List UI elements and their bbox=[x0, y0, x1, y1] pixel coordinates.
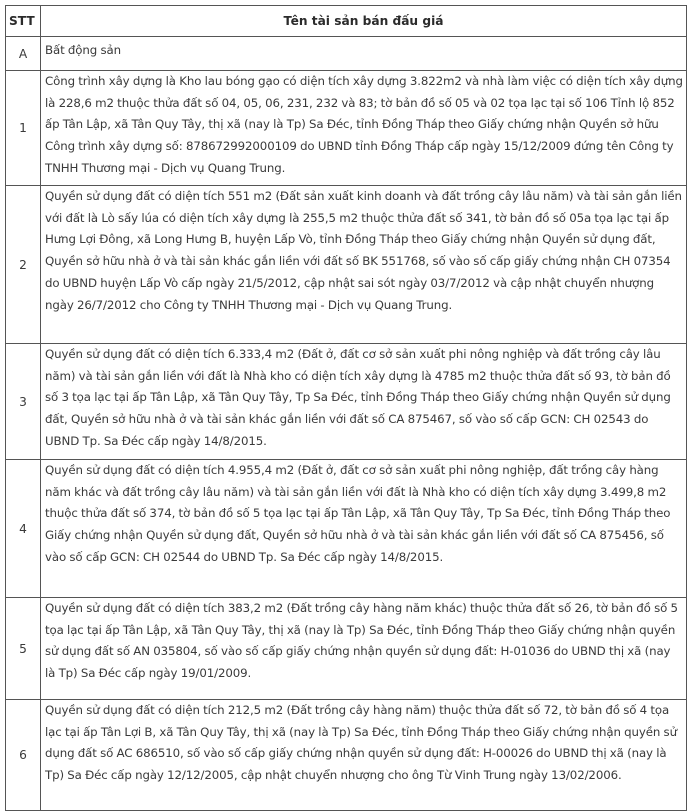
header-stt: STT bbox=[6, 6, 41, 37]
header-asset-name: Tên tài sản bán đấu giá bbox=[41, 6, 687, 37]
section-label: Bất động sản bbox=[41, 37, 687, 71]
row-description: Quyền sử dụng đất có diện tích 6.333,4 m2 (Đất ở, đất cơ sở sản xuất phi nông nghiệp và đất trồng cây lâu năm) và tài sản gắn liền với đất là Nhà kho có diện tích xây dựng là 4785 m2 thuộc thửa đất số 93, tờ bản đồ số 3 tọa lạc tại ấp Tân Lập, xã Tân Quy Tây, Tp Sa Đéc, tỉnh Đồng Tháp theo Giấy chứng nhận Quyền sử dụng đất, Quyền sở hữu nhà ở và tài sản khác gắn liền với đất số CA 875467, số vào số cấp GCN: CH 02543 do UBND Tp. Sa Đéc cấp ngày 14/8/2015. bbox=[41, 344, 687, 460]
row-description: Quyền sử dụng đất có diện tích 212,5 m2 (Đất trồng cây hàng năm) thuộc thửa đất số 72, tờ bản đồ số 4 tọa lạc tại ấp Tân Lợi B, xã Tân Quy Tây, thị xã (nay là Tp) Sa Đéc, tỉnh Đồng Tháp theo Giấy chứng nhận quyền sử dụng đất số AC 686510, số vào số cấp giấy chứng nhận quyền sử dụng đất: H-00026 do UBND thị xã (nay là Tp) Sa Đéc cấp ngày 12/12/2005, cập nhật chuyển nhượng cho ông Từ Vinh Trung ngày 13/02/2006. bbox=[41, 700, 687, 811]
section-row-real-estate bbox=[6, 37, 687, 71]
row-description: Quyền sử dụng đất có diện tích 383,2 m2 (Đất trồng cây hàng năm khác) thuộc thửa đất số 26, tờ bản đồ số 5 tọa lạc tại ấp Tân Lập, xã Tân Quy Tây, thị xã (nay là Tp) Sa Đéc, tỉnh Đồng Tháp theo Giấy chứng nhận quyền sử dụng đất số AN 035804, số vào số cấp giấy chứng nhận quyền sử dụng đất: H-01036 do UBND thị xã (nay là Tp) Sa Đéc cấp ngày 19/01/2009. bbox=[41, 598, 687, 700]
table-row bbox=[6, 598, 687, 700]
table-row bbox=[6, 186, 687, 344]
table-header-row bbox=[6, 6, 687, 37]
row-stt: 6 bbox=[6, 700, 41, 811]
row-description: Quyền sử dụng đất có diện tích 4.955,4 m2 (Đất ở, đất cơ sở sản xuất phi nông nghiệp, đất trồng cây hàng năm khác và đất trồng cây lâu năm) và tài sản gắn liền với đất là Nhà kho có diện tích xây dựng 3.499,8 m2 thuộc thửa đất số 374, tờ bản đồ số 5 tọa lạc tại ấp Tân Lập, xã Tân Quy Tây, Tp Sa Đéc, tỉnh Đồng Tháp theo Giấy chứng nhận Quyền sử dụng đất, Quyền sở hữu nhà ở và tài sản khác gắn liền với đất số CA 875456, số vào số cấp GCN: CH 02544 do UBND Tp. Sa Đéc cấp ngày 14/8/2015. bbox=[41, 460, 687, 598]
row-stt: 4 bbox=[6, 460, 41, 598]
table-row bbox=[6, 344, 687, 460]
table-row bbox=[6, 460, 687, 598]
table-row bbox=[6, 71, 687, 186]
row-stt: 2 bbox=[6, 186, 41, 344]
row-description: Công trình xây dựng là Kho lau bóng gạo có diện tích xây dựng 3.822m2 và nhà làm việc có diện tích xây dựng là 228,6 m2 thuộc thửa đất số 04, 05, 06, 231, 232 và 83; tờ bản đồ số 05 và 02 tọa lạc tại số 106 Tỉnh lộ 852 ấp Tân Lập, xã Tân Quy Tây, thị xã (nay là Tp) Sa Đéc, tỉnh Đồng Tháp theo Giấy chứng nhận Quyền sở hữu Công trình xây dựng số: 878672992000109 do UBND tỉnh Đồng Tháp cấp ngày 15/12/2009 đứng tên Công ty TNHH Thương mại - Dịch vụ Quang Trung. bbox=[41, 71, 687, 186]
row-stt: 1 bbox=[6, 71, 41, 186]
row-stt: 5 bbox=[6, 598, 41, 700]
row-stt: 3 bbox=[6, 344, 41, 460]
auction-assets-table bbox=[5, 5, 687, 811]
row-description: Quyền sử dụng đất có diện tích 551 m2 (Đất sản xuất kinh doanh và đất trồng cây lâu năm) và tài sản gắn liền với đất là Lò sấy lúa có diện tích xây dựng là 255,5 m2 thuộc thửa đất số 341, tờ bản đồ số 05a tọa lạc tại ấp Hưng Lợi Đông, xã Long Hưng B, huyện Lấp Vò, tỉnh Đồng Tháp theo Giấy chứng nhận Quyền sử dụng đất, Quyền sở hữu nhà ở và tài sản khác gắn liền với đất số BK 551768, số vào số cấp giấy chứng nhận CH 07354 do UBND huyện Lấp Vò cấp ngày 21/5/2012, cập nhật sai sót ngày 03/7/2012 và cập nhật chuyển nhượng ngày 26/7/2012 cho Công ty TNHH Thương mại - Dịch vụ Quang Trung. bbox=[41, 186, 687, 344]
table-row bbox=[6, 700, 687, 811]
section-stt: A bbox=[6, 37, 41, 71]
